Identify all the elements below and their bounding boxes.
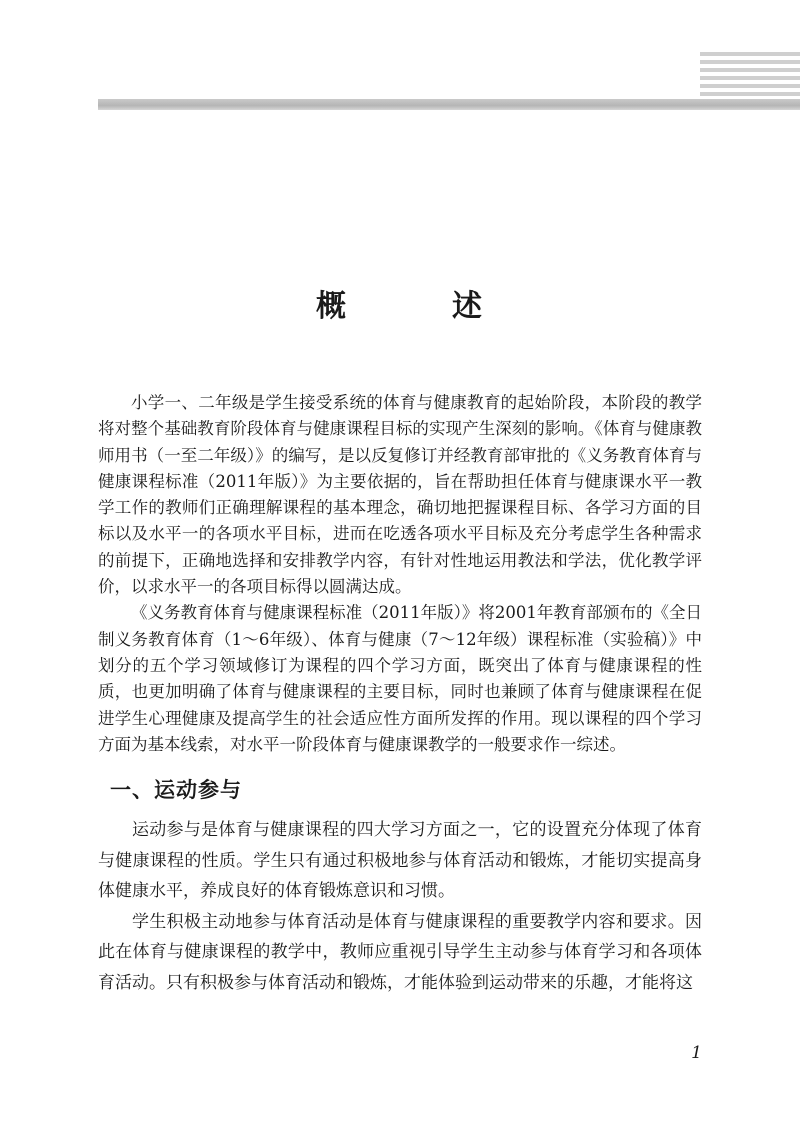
page-title-right: 述 bbox=[452, 289, 484, 324]
corner-decoration bbox=[696, 52, 800, 100]
body-content bbox=[98, 390, 702, 998]
section-heading: 一、运动参与 bbox=[110, 778, 242, 803]
intro-paragraph-2: 《义务教育体育与健康课程标准（2011年版）》将2001年教育部颁布的《全日制义务教育体育（1～6年级）、体育与健康（7～12年级）课程标准（实验稿）》中划分的五个学习领域修订为课程的四个学习方面，既突出了体育与健康课程的性质，也更加明确了体育与健康课程的主要目标，同时也兼顾了体育与健康课程在促进学生心理健康及提高学生的社会适应性方面所发挥的作用。现以课程的四个学习方面为基本线索，对水平一阶段体育与健康课教学的一般要求作一综述。 bbox=[98, 603, 702, 754]
page-number: 1 bbox=[691, 1043, 702, 1063]
page-title-left: 概 bbox=[316, 289, 348, 324]
header-rule bbox=[98, 99, 800, 110]
section-paragraph-1: 运动参与是体育与健康课程的四大学习方面之一，它的设置充分体现了体育与健康课程的性质。学生只有通过积极地参与体育活动和锻炼，才能切实提高身体健康水平，养成良好的体育锻炼意识和习惯。 bbox=[98, 820, 702, 902]
section-paragraph-2: 学生积极主动地参与体育活动是体育与健康课程的重要教学内容和要求。因此在体育与健康课程的教学中，教师应重视引导学生主动参与体育学习和各项体育活动。只有积极参与体育活动和锻炼，才能体验到运动带来的乐趣，才能将这 bbox=[98, 911, 702, 993]
intro-paragraph-1: 小学一、二年级是学生接受系统的体育与健康教育的起始阶段，本阶段的教学将对整个基础教育阶段体育与健康课程目标的实现产生深刻的影响。《体育与健康教师用书（一至二年级）》的编写，是以反复修订并经教育部审批的《义务教育体育与健康课程标准（2011年版）》为主要依据的，旨在帮助担任体育与健康课水平一教学工作的教师们正确理解课程的基本理念，确切地把握课程目标、各学习方面的目标以及水平一的各项水平目标，进而在吃透各项水平目标及充分考虑学生各种需求的前提下，正确地选择和安排教学内容，有针对性地运用教法和学法，优化教学评价，以求水平一的各项目标得以圆满达成。 bbox=[98, 393, 702, 597]
page-title bbox=[0, 281, 800, 325]
